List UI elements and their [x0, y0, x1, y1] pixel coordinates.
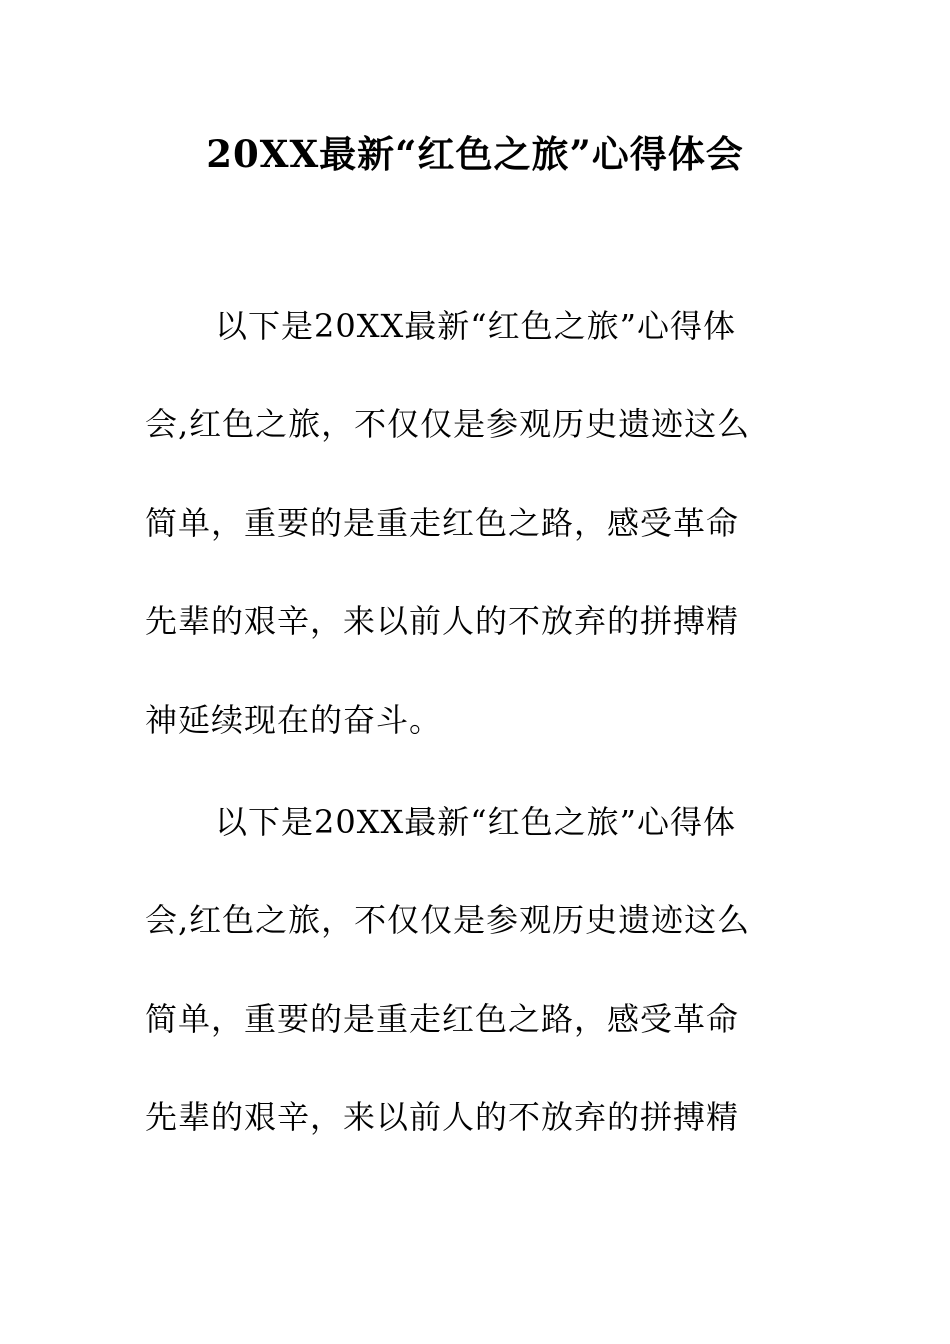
paragraph-line: 先辈的艰辛，来以前人的不放弃的拼搏精	[145, 602, 740, 640]
paragraph-line: 先辈的艰辛，来以前人的不放弃的拼搏精	[145, 1098, 740, 1136]
paragraph-line: 以下是20XX最新“红色之旅”心得体	[215, 307, 737, 345]
paragraph-line: 会,红色之旅，不仅仅是参观历史遗迹这么	[145, 901, 751, 939]
document-title: 20XX最新“红色之旅”心得体会	[206, 132, 744, 176]
paragraph-line: 神延续现在的奋斗。	[145, 701, 443, 739]
paragraph-line: 简单，重要的是重走红色之路，感受革命	[145, 504, 740, 542]
paragraph-line: 会,红色之旅，不仅仅是参观历史遗迹这么	[145, 405, 751, 443]
paragraph-line: 以下是20XX最新“红色之旅”心得体	[215, 803, 737, 841]
paragraph-line: 简单，重要的是重走红色之路，感受革命	[145, 1000, 740, 1038]
